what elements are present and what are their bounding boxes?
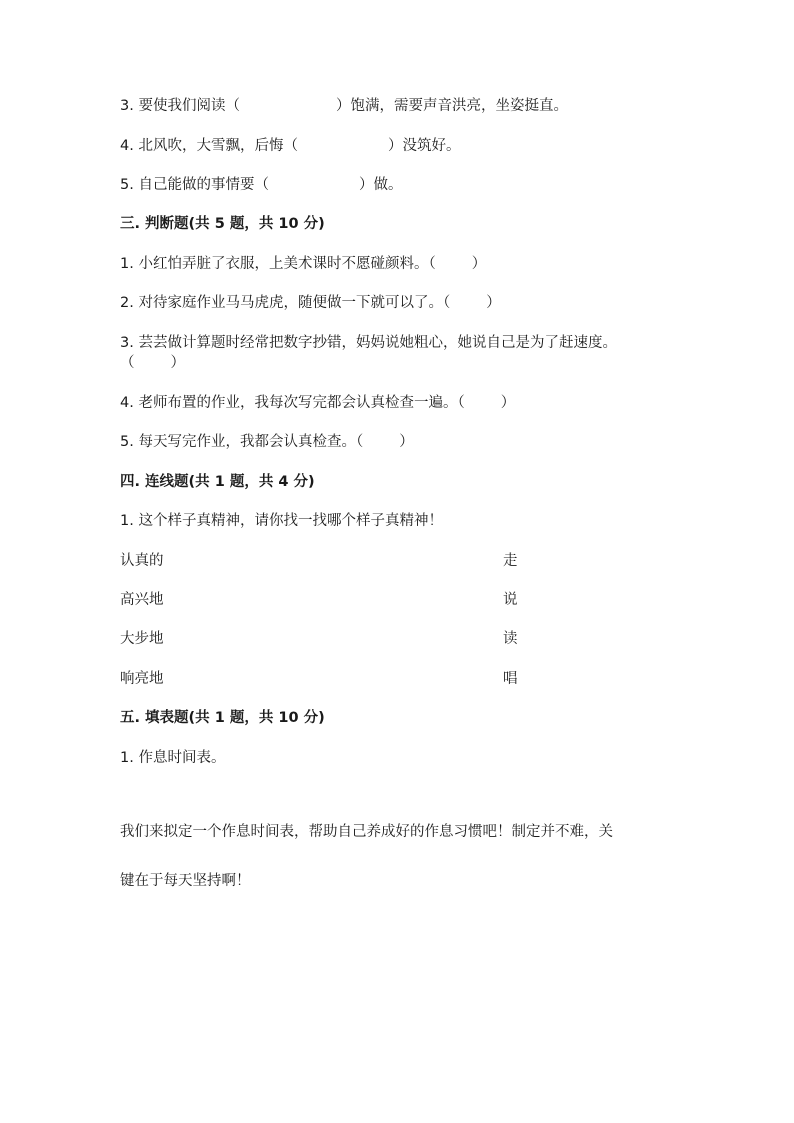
section-heading-matching: 四. 连线题(共 1 题，共 4 分) [120, 474, 315, 490]
schedule-intro-line-1: 我们来拟定一个作息时间表，帮助自己养成好的作息习惯吧！制定并不难，关 [120, 824, 613, 840]
matching-right-item[interactable]: 说 [503, 592, 518, 608]
table-question: 1. 作息时间表。 [120, 750, 226, 766]
fill-item-3: 3. 要使我们阅读（ ）饱满，需要声音洪亮，坐姿挺直。 [120, 98, 568, 114]
matching-left-item[interactable]: 响亮地 [120, 671, 164, 687]
judgement-item-5: 5. 每天写完作业，我都会认真检查。（ ） [120, 434, 414, 450]
section-heading-table: 五. 填表题(共 1 题，共 10 分) [120, 710, 325, 726]
matching-left-item[interactable]: 认真的 [120, 553, 164, 569]
judgement-item-2: 2. 对待家庭作业马马虎虎，随便做一下就可以了。（ ） [120, 295, 501, 311]
fill-item-4: 4. 北风吹，大雪飘，后悔（ ）没筑好。 [120, 138, 461, 154]
matching-right-item[interactable]: 走 [503, 553, 518, 569]
matching-right-item[interactable]: 读 [503, 631, 518, 647]
judgement-item-3: 3. 芸芸做计算题时经常把数字抄错，妈妈说她粗心，她说自己是为了赶速度。 [120, 335, 617, 351]
judgement-item-3-answer: （ ） [120, 355, 185, 371]
matching-right-item[interactable]: 唱 [503, 671, 518, 687]
judgement-item-1: 1. 小红怕弄脏了衣服，上美术课时不愿碰颜料。（ ） [120, 256, 487, 272]
matching-left-item[interactable]: 大步地 [120, 631, 164, 647]
section-heading-judgement: 三. 判断题(共 5 题，共 10 分) [120, 216, 325, 232]
fill-item-5: 5. 自己能做的事情要（ ）做。 [120, 177, 403, 193]
judgement-item-4: 4. 老师布置的作业，我每次写完都会认真检查一遍。（ ） [120, 395, 516, 411]
schedule-intro-line-2: 键在于每天坚持啊！ [120, 873, 251, 889]
matching-question: 1. 这个样子真精神，请你找一找哪个样子真精神！ [120, 513, 443, 529]
matching-left-item[interactable]: 高兴地 [120, 592, 164, 608]
